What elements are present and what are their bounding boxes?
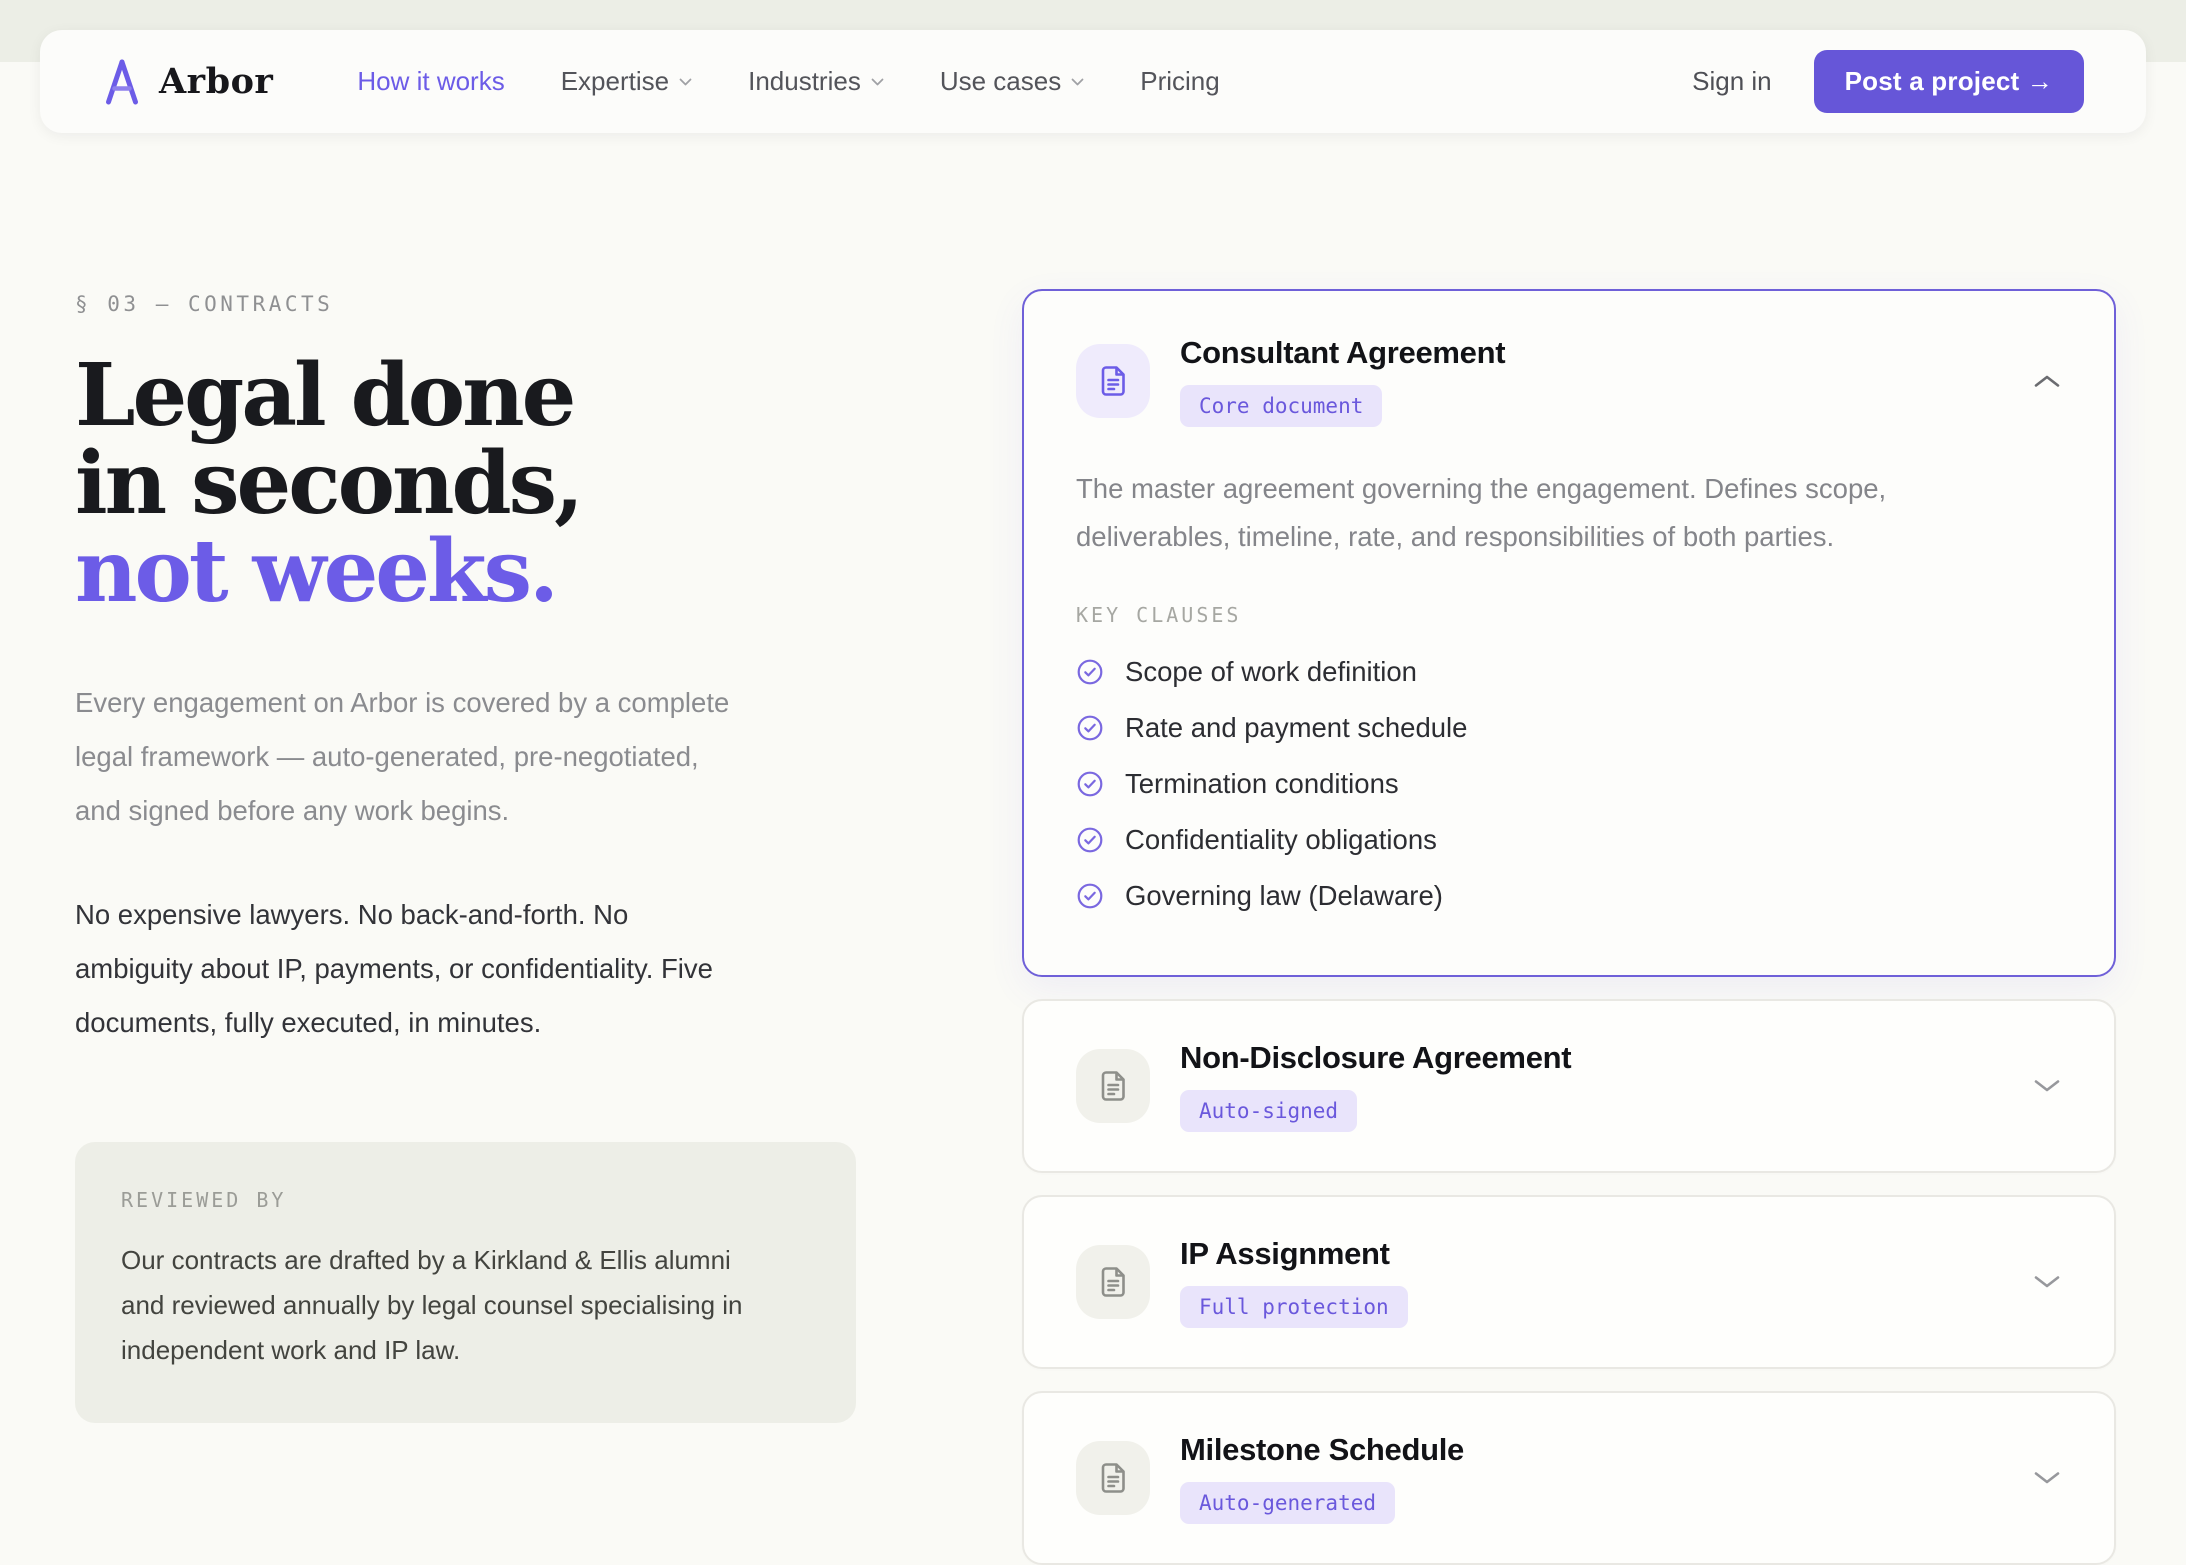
- arbor-logo-icon: [102, 56, 142, 108]
- clause-text: Governing law (Delaware): [1125, 880, 1443, 911]
- paragraph-line: documents, fully executed, in minutes.: [75, 1007, 542, 1038]
- navbar: [40, 30, 2146, 133]
- hero-section: [75, 292, 975, 1423]
- brand-logo[interactable]: [102, 56, 273, 108]
- chevron-down-icon[interactable]: [2032, 1470, 2062, 1486]
- check-circle-icon: [1076, 658, 1104, 686]
- document-icon-tile: [1076, 1441, 1150, 1515]
- chevron-down-icon: [871, 78, 884, 86]
- accordion-header-milestone-schedule[interactable]: [1076, 1432, 2062, 1524]
- nav-label: Industries: [748, 66, 861, 96]
- clause-item: [1076, 711, 2062, 745]
- key-clauses-list: [1076, 655, 2062, 913]
- headline-line: in seconds,: [75, 433, 582, 534]
- status-badge: Full protection: [1180, 1286, 1408, 1328]
- documents-accordion: [1022, 289, 2116, 1565]
- check-circle-icon: [1076, 882, 1104, 910]
- document-icon: [1095, 363, 1131, 399]
- benefits-paragraph: [75, 888, 975, 1050]
- paragraph-line: independent work and IP law.: [121, 1335, 461, 1365]
- accordion-header-ip-assignment[interactable]: [1076, 1236, 2062, 1328]
- document-icon-tile: [1076, 344, 1150, 418]
- clause-text: Rate and payment schedule: [1125, 712, 1468, 743]
- clause-item: [1076, 879, 2062, 913]
- document-icon: [1095, 1068, 1131, 1104]
- clause-text: Confidentiality obligations: [1125, 824, 1437, 855]
- card-title: Consultant Agreement: [1180, 335, 1506, 370]
- card-title: Milestone Schedule: [1180, 1432, 1464, 1467]
- paragraph-line: The master agreement governing the engagement. Defines scope,: [1076, 473, 1887, 504]
- check-circle-icon: [1076, 770, 1104, 798]
- nav-right: [1692, 50, 2084, 113]
- nav-label: How it works: [357, 66, 505, 96]
- nav-expertise[interactable]: [561, 66, 692, 97]
- card-titles: [1180, 1236, 1408, 1328]
- document-icon-tile: [1076, 1245, 1150, 1319]
- accordion-item-milestone-schedule: [1022, 1391, 2116, 1565]
- status-badge: Auto-signed: [1180, 1090, 1357, 1132]
- accordion-item-nda: [1022, 999, 2116, 1173]
- reviewed-by-label: REVIEWED BY: [121, 1188, 287, 1212]
- accordion-header-consultant-agreement[interactable]: [1076, 335, 2062, 427]
- document-icon-tile: [1076, 1049, 1150, 1123]
- document-icon: [1095, 1264, 1131, 1300]
- card-description: [1076, 465, 2062, 561]
- reviewed-by-box: [75, 1142, 856, 1423]
- card-titles: [1180, 1432, 1464, 1524]
- paragraph-line: Our contracts are drafted by a Kirkland & Ellis alumni: [121, 1245, 731, 1275]
- nav-industries[interactable]: [748, 66, 884, 97]
- headline-line: Legal done: [75, 345, 574, 446]
- brand-name: Arbor: [159, 61, 274, 102]
- check-circle-icon: [1076, 714, 1104, 742]
- clause-item: [1076, 767, 2062, 801]
- accordion-item-ip-assignment: [1022, 1195, 2116, 1369]
- chevron-down-icon[interactable]: [2032, 1078, 2062, 1094]
- paragraph-line: No expensive lawyers. No back-and-forth. No: [75, 899, 629, 930]
- key-clauses-label: KEY CLAUSES: [1076, 603, 1242, 627]
- card-titles: [1180, 1040, 1571, 1132]
- nav-label: Use cases: [939, 66, 1062, 96]
- check-circle-icon: [1076, 826, 1104, 854]
- sign-in-link[interactable]: Sign in: [1692, 66, 1772, 96]
- document-icon: [1095, 1460, 1131, 1496]
- clause-text: Scope of work definition: [1125, 656, 1417, 687]
- paragraph-line: and signed before any work begins.: [75, 795, 510, 826]
- clause-text: Termination conditions: [1125, 768, 1399, 799]
- post-project-button[interactable]: Post a project →: [1814, 50, 2084, 113]
- reviewed-by-text: [121, 1238, 810, 1373]
- card-title: IP Assignment: [1180, 1236, 1390, 1271]
- headline-line-accent: not weeks.: [75, 521, 556, 622]
- chevron-down-icon: [1071, 78, 1084, 86]
- nav-use-cases[interactable]: [940, 66, 1084, 97]
- nav-label: Pricing: [1140, 66, 1220, 96]
- chevron-down-icon: [679, 78, 692, 86]
- card-title: Non-Disclosure Agreement: [1180, 1040, 1572, 1075]
- page-title: [75, 345, 975, 622]
- chevron-up-icon[interactable]: [2032, 373, 2062, 389]
- nav-pricing[interactable]: [1140, 66, 1219, 97]
- clause-item: [1076, 823, 2062, 857]
- nav-label: Expertise: [560, 66, 670, 96]
- chevron-down-icon[interactable]: [2032, 1274, 2062, 1290]
- paragraph-line: ambiguity about IP, payments, or confidentiality. Five: [75, 953, 713, 984]
- status-badge: Auto-generated: [1180, 1482, 1395, 1524]
- card-titles: [1180, 335, 1505, 427]
- paragraph-line: Every engagement on Arbor is covered by a complete: [75, 687, 730, 718]
- paragraph-line: legal framework — auto-generated, pre-negotiated,: [75, 741, 699, 772]
- accordion-header-nda[interactable]: [1076, 1040, 2062, 1132]
- main-nav: [357, 66, 1219, 97]
- paragraph-line: deliverables, timeline, rate, and responsibilities of both parties.: [1076, 521, 1835, 552]
- nav-how-it-works[interactable]: [357, 66, 504, 97]
- paragraph-line: and reviewed annually by legal counsel specialising in: [121, 1290, 743, 1320]
- clause-item: [1076, 655, 2062, 689]
- status-badge: Core document: [1180, 385, 1382, 427]
- accordion-item-consultant-agreement: [1022, 289, 2116, 977]
- intro-paragraph: [75, 676, 975, 838]
- section-label: § 03 — CONTRACTS: [75, 292, 334, 316]
